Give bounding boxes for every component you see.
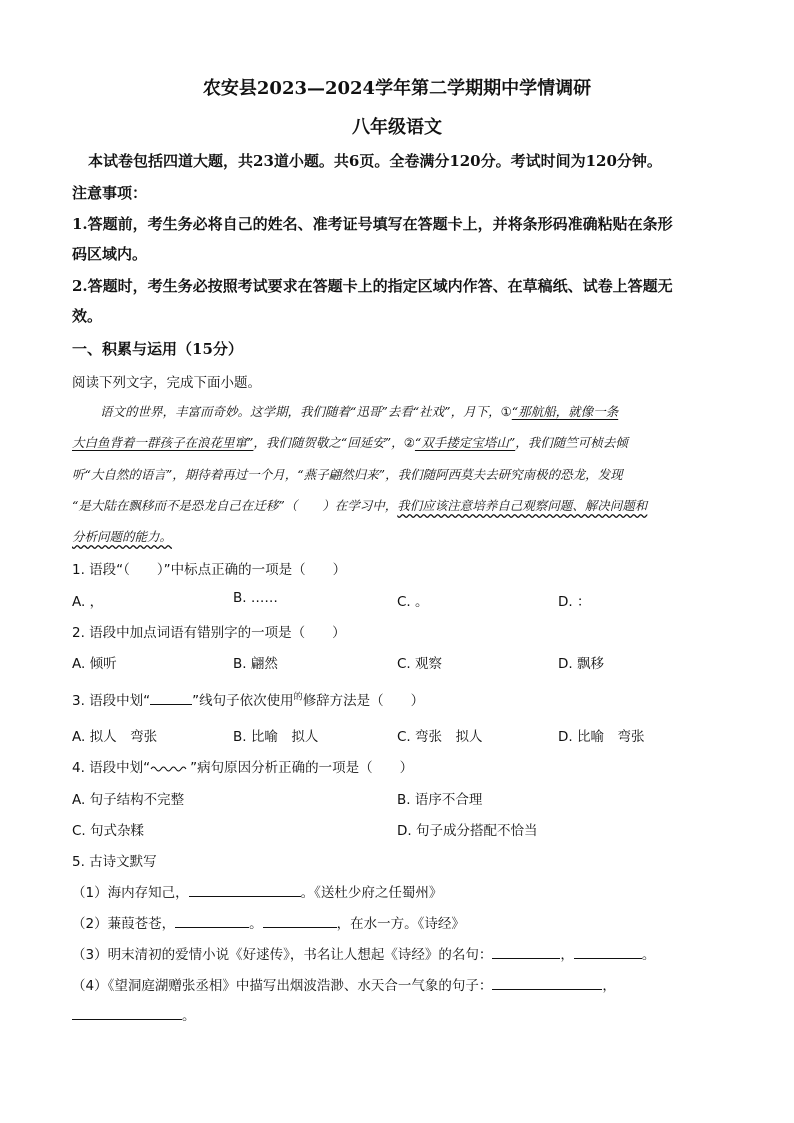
- q4-option-b: B. 语序不合理: [397, 792, 483, 808]
- q4-stem-part: ”病句原因分析正确的一项是（ ）: [190, 760, 414, 776]
- notice-item-2-line-1: 2.答题时，考生务必按照考试要求在答题卡上的指定区域内作答、在草稿纸、试卷上答题无: [72, 277, 673, 295]
- question-2-stem: 2. 语段中加点词语有错别字的一项是（ ）: [72, 625, 346, 641]
- q5-part-3: [72, 943, 655, 963]
- passage-line-5: [72, 527, 172, 545]
- q5-part-4-text: （4）《望洞庭湖赠张丞相》中描写出烟波浩渺、水天合一气象的句子：: [72, 978, 493, 994]
- passage-text: ，我们随贺敬之“回延安”，: [253, 435, 404, 450]
- underlined-sentence-2: “双手搂定宝塔山”: [414, 435, 516, 450]
- q5-part-3-text: ，: [560, 947, 574, 963]
- q3-stem-part: 修辞方法是（ ）: [302, 693, 425, 709]
- q5-part-3-text: （3）明末清初的爱情小说《好逑传》，书名让人想起《诗经》的名句：: [72, 947, 493, 963]
- q3-stem-part: ”线句子依次使用: [192, 693, 294, 709]
- exam-subtitle: 八年级语文: [352, 117, 442, 138]
- q5-part-2-source: ，在水一方。《诗经》: [336, 916, 465, 932]
- straight-line-sample: [150, 690, 192, 705]
- q5-part-4-text: 。: [182, 1008, 196, 1024]
- section-1-instruction: 阅读下列文字，完成下面小题。: [72, 375, 261, 391]
- marker-2: ②: [403, 435, 415, 450]
- notice-item-2-line-2: 效。: [72, 307, 103, 325]
- exam-title: 农安县2023—2024学年第二学期期中学情调研: [202, 78, 592, 99]
- passage-line-3: 听“大自然的语言”，期待着再过一个月，“燕子翩然归来”，我们随阿西莫夫去研究南极的恐龙，发现: [72, 467, 623, 482]
- q4-option-d: D. 句子成分搭配不恰当: [397, 823, 538, 839]
- q3-option-a: A. 拟人 弯张: [72, 729, 158, 745]
- answer-blank[interactable]: [189, 882, 301, 897]
- q1-option-a: A. ，: [72, 594, 104, 610]
- q2-option-b: B. 翩然: [233, 656, 278, 672]
- q5-part-3-text: 。: [641, 947, 656, 963]
- q5-part-4-text: ，: [602, 978, 616, 994]
- notice-intro: 本试卷包括四道大题，共23道小题。共6页。全卷满分120分。考试时间为120分钟。: [88, 152, 662, 170]
- q5-part-2-text: 。: [249, 916, 263, 932]
- q3-option-c: C. 弯张 拟人: [397, 729, 483, 745]
- answer-blank[interactable]: [175, 913, 249, 928]
- q5-part-2: [72, 912, 465, 932]
- q1-option-d: D. ：: [558, 594, 591, 610]
- question-4-stem: [72, 756, 413, 776]
- wavy-sentence: 我们应该注意培养自己观察问题、解决问题和: [397, 498, 648, 513]
- q3-stem-superscript: 的: [293, 692, 303, 703]
- q3-stem-part: 3. 语段中划“: [72, 693, 151, 709]
- q4-option-c: C. 句式杂糅: [72, 823, 145, 839]
- answer-blank[interactable]: [574, 944, 642, 959]
- q3-option-b: B. 比喻 拟人: [233, 729, 319, 745]
- notice-item-1-line-2: 码区域内。: [72, 245, 148, 263]
- q1-option-b: B. ……: [233, 590, 278, 606]
- q5-part-1: [72, 881, 442, 901]
- passage-text: ，我们随竺可桢去倾: [515, 435, 628, 450]
- q4-option-a: A. 句子结构不完整: [72, 792, 185, 808]
- section-1-heading: 一、积累与运用（15分）: [72, 340, 243, 358]
- wavy-line-sample: [150, 760, 190, 770]
- q2-option-a: A. 倾听: [72, 656, 117, 672]
- passage-line-4: [72, 496, 647, 514]
- answer-blank[interactable]: [263, 913, 337, 928]
- answer-blank[interactable]: [72, 1005, 182, 1020]
- q5-part-4: [72, 974, 616, 994]
- q2-option-c: C. 观察: [397, 656, 443, 672]
- answer-blank[interactable]: [492, 975, 602, 990]
- q1-option-c: C. 。: [397, 594, 429, 610]
- question-1-stem: 1. 语段“（ ）”中标点正确的一项是（ ）: [72, 562, 347, 578]
- notice-heading: 注意事项：: [72, 184, 148, 202]
- q4-stem-part: 4. 语段中划“: [72, 760, 151, 776]
- passage-line-1: [100, 402, 618, 420]
- q3-option-d: D. 比喻 弯张: [558, 729, 645, 745]
- passage-line-2: [72, 433, 628, 451]
- question-5-stem: 5. 古诗文默写: [72, 854, 157, 870]
- question-3-stem: [72, 689, 424, 709]
- q5-part-1-text: （1）海内存知己，: [72, 885, 189, 901]
- wavy-sentence-cont: 分析问题的能力。: [72, 529, 173, 544]
- answer-blank[interactable]: [492, 944, 560, 959]
- underlined-sentence-1: “那航船，就像一条: [511, 404, 619, 419]
- notice-item-1-line-1: 1.答题前，考生务必将自己的姓名、准考证号填写在答题卡上，并将条形码准确粘贴在条形: [72, 215, 673, 233]
- underlined-sentence-1-cont: 大白鱼背着一群孩子在浪花里窜”: [72, 435, 254, 450]
- q5-part-1-source: 。《送杜少府之任蜀州》: [300, 885, 443, 901]
- q2-option-d: D. 飘移: [558, 656, 604, 672]
- marker-1: ①: [500, 404, 512, 419]
- q5-part-2-text: （2）蒹葭苍苍，: [72, 916, 176, 932]
- q5-part-4-cont: [72, 1004, 196, 1024]
- passage-text: “是大陆在飘移而不是恐龙自己在迁移”（ ）在学习中，: [72, 498, 398, 513]
- passage-text: 语文的世界，丰富而奇妙。这学期，我们随着“迅哥”去看“社戏”，月下，: [100, 404, 501, 419]
